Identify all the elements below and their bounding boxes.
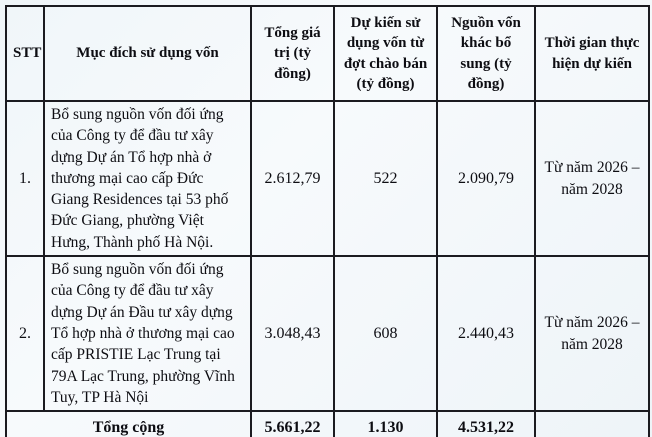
header-row (6, 6, 649, 101)
col-header-other-capital: Nguồn vốn khác bổ sung (tỷ đồng) (437, 6, 535, 101)
row-number-cell: 2. (6, 256, 44, 411)
col-header-stt: STT (6, 6, 44, 101)
col-header-total-value: Tổng giá trị (tỷ đồng) (251, 6, 334, 101)
col-header-offering-capital: Dự kiến sử dụng vốn từ đợt chào bán (tỷ đồng) (334, 6, 437, 101)
total-row (6, 411, 649, 437)
col-header-purpose: Mục đích sử dụng vốn (44, 6, 251, 101)
total-value-cell: 3.048,43 (251, 256, 334, 411)
capital-usage-table (5, 5, 650, 437)
row-number-cell: 1. (6, 101, 44, 256)
timeline-empty-cell (535, 411, 649, 437)
col-header-timeline: Thời gian thực hiện dự kiến (535, 6, 649, 101)
other-capital-cell: 2.440,43 (437, 256, 535, 411)
table-row (6, 101, 649, 256)
other-capital-sum-cell: 4.531,22 (437, 411, 535, 437)
timeline-cell: Từ năm 2026 – năm 2028 (535, 101, 649, 256)
offering-capital-cell: 522 (334, 101, 437, 256)
purpose-cell: Bổ sung nguồn vốn đối ứng của Công ty để đầu tư xây dựng Dự án Đầu tư xây dựng Tổ hợp nhà ở thương mại cao cấp PRISTIE Lạc Trung tại 79A Lạc Trung, phường Vĩnh Tuy, TP Hà Nội (44, 256, 251, 411)
table-row (6, 256, 649, 411)
offering-capital-cell: 608 (334, 256, 437, 411)
timeline-cell: Từ năm 2026 – năm 2028 (535, 256, 649, 411)
total-label-cell: Tổng cộng (6, 411, 251, 437)
purpose-cell: Bổ sung nguồn vốn đối ứng của Công ty để đầu tư xây dựng Dự án Tổ hợp nhà ở thương mại cao cấp Đức Giang Residences tại 53 phố Đức Giang, phường Việt Hưng, Thành phố Hà Nội. (44, 101, 251, 256)
other-capital-cell: 2.090,79 (437, 101, 535, 256)
total-value-cell: 2.612,79 (251, 101, 334, 256)
offering-capital-sum-cell: 1.130 (334, 411, 437, 437)
total-value-sum-cell: 5.661,22 (251, 411, 334, 437)
